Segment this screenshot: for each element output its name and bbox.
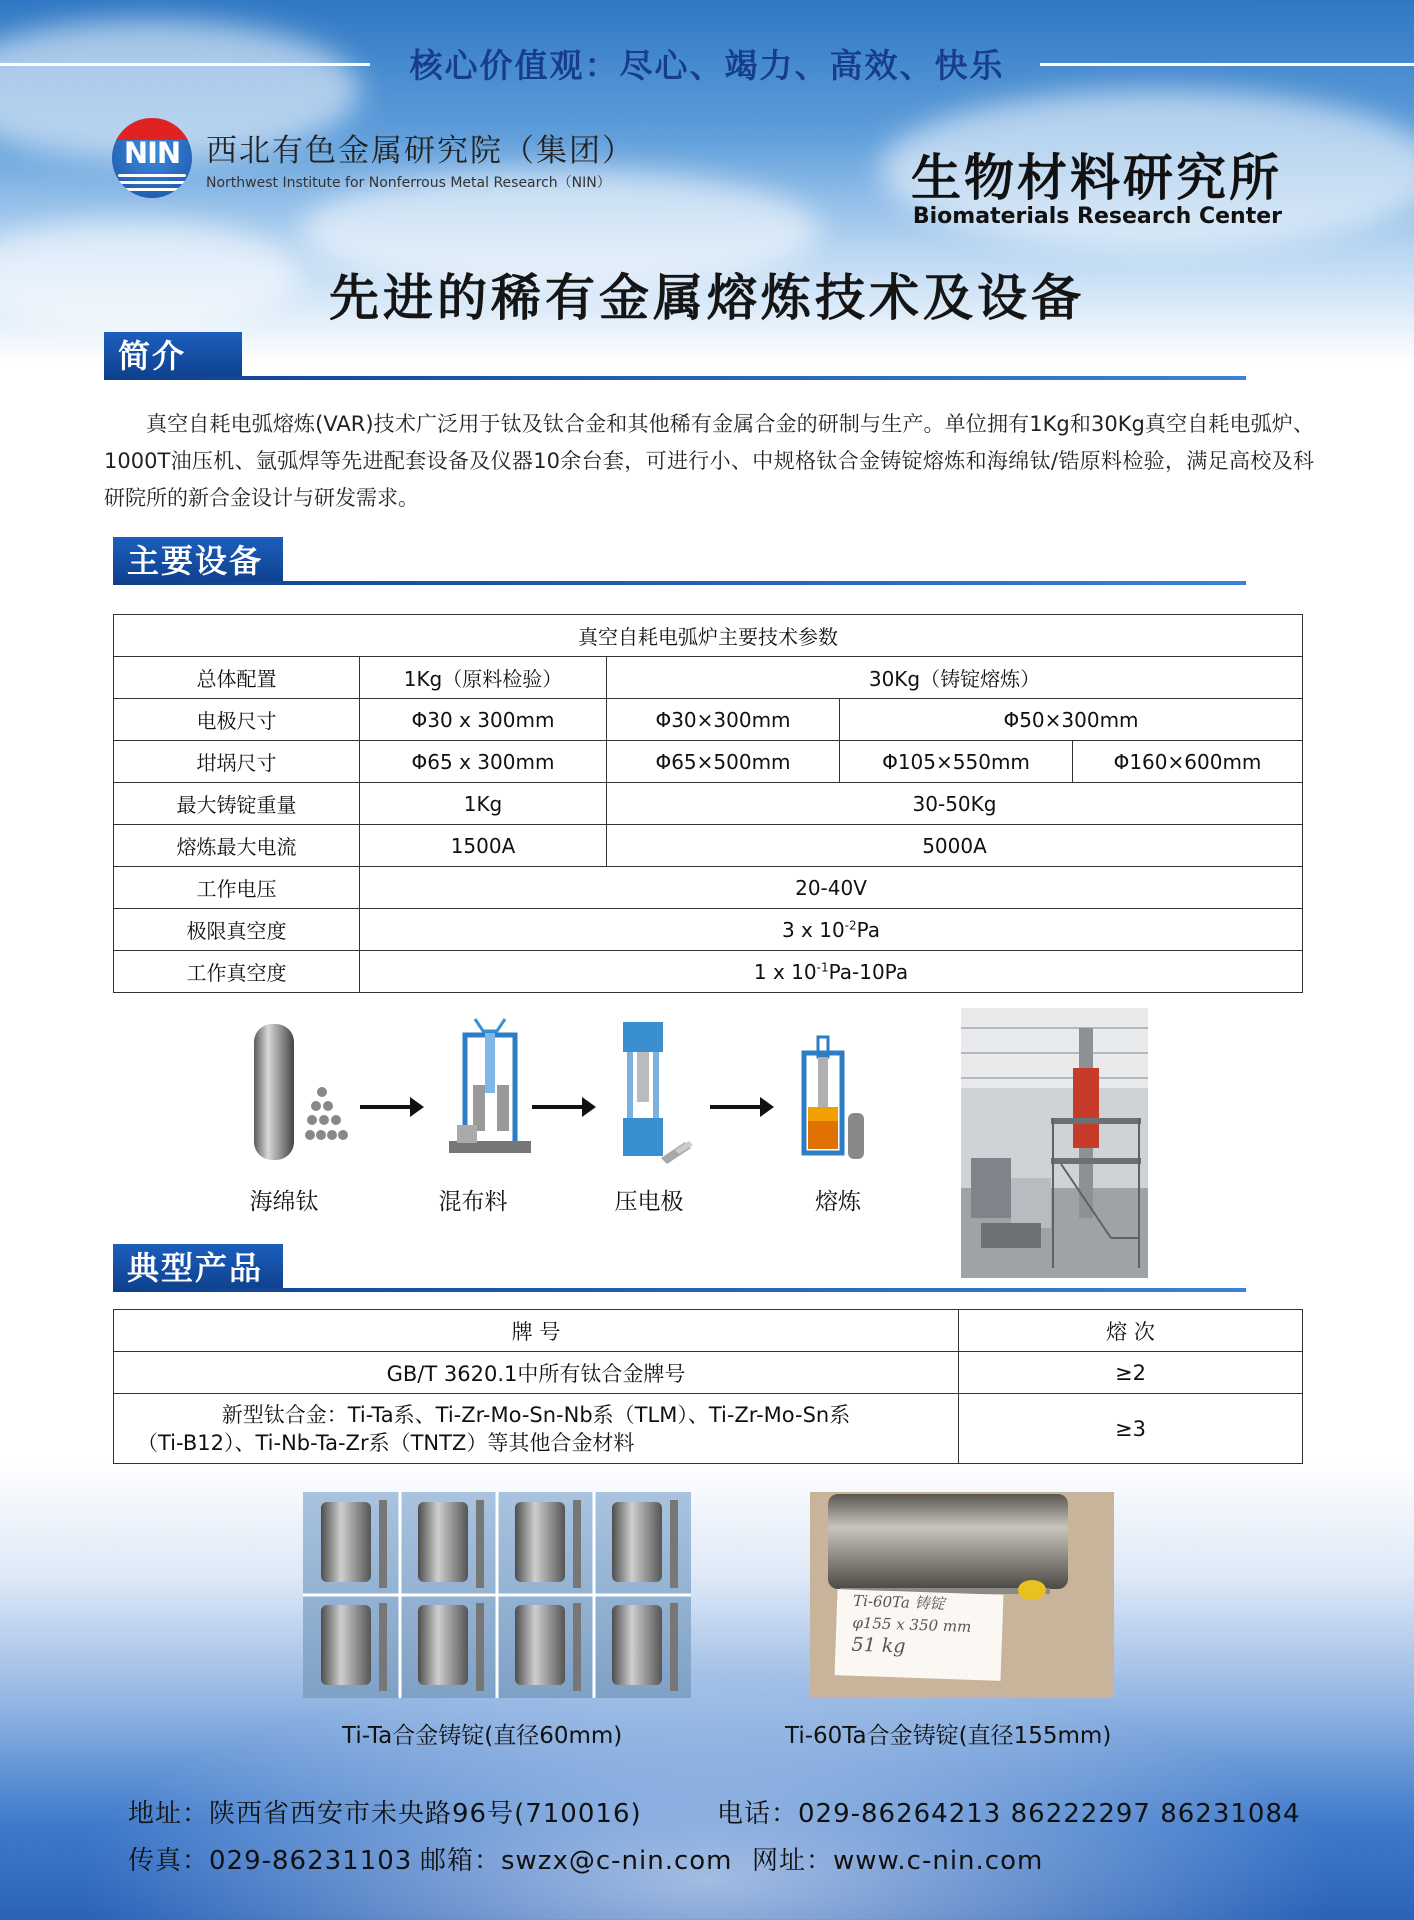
spec-table-title: 真空自耗电弧炉主要技术参数 [114, 615, 1303, 657]
ingot-label-card [835, 1589, 1004, 1681]
cell: Φ50×300mm [840, 699, 1303, 741]
footer-phone: 电话：029-86264213 86222297 86231084 [717, 1799, 1301, 1829]
products-table [113, 1309, 1303, 1464]
cell: 1Kg [360, 783, 607, 825]
cell: 5000A [607, 825, 1303, 867]
footer-fax: 传真：029-86231103 [128, 1846, 413, 1876]
row-label: 最大铸锭重量 [114, 783, 360, 825]
cell: 20-40V [360, 867, 1303, 909]
cell: Φ160×600mm [1073, 741, 1303, 783]
label-card-line: 51 kg [851, 1633, 906, 1658]
cell: Φ65 x 300mm [360, 741, 607, 783]
section-heading-intro: 简介 [104, 332, 242, 380]
ti-60ta-ingot-caption: Ti-60Ta合金铸锭(直径155mm) [785, 1723, 1112, 1749]
melting-illustration [800, 1033, 870, 1168]
mixing-illustration [445, 1015, 535, 1165]
grade-cell-multiline [114, 1394, 959, 1464]
melts-cell: ≥2 [959, 1352, 1303, 1394]
grade-cell: GB/T 3620.1中所有钛合金牌号 [114, 1352, 959, 1394]
label-card-line: φ155 x 350 mm [852, 1613, 972, 1636]
footer-address: 地址：陕西省西安市未央路96号(710016) [128, 1799, 642, 1829]
org-name-en: Northwest Institute for Nonferrous Metal Research（NIN） [206, 175, 611, 191]
step-label-mixing: 混布料 [438, 1189, 508, 1215]
value-base: 3 x 10 [781, 917, 845, 942]
cell: 30Kg（铸锭熔炼） [607, 657, 1303, 699]
logo-wave [118, 174, 186, 177]
nin-logo [112, 118, 192, 198]
spec-table [113, 614, 1303, 993]
cell: Φ30 x 300mm [360, 699, 607, 741]
logo-wave [118, 188, 186, 191]
sponge-titanium-illustration [250, 1020, 350, 1165]
cell: Φ105×550mm [840, 741, 1073, 783]
cell: Φ30×300mm [607, 699, 840, 741]
row-label: 工作电压 [114, 867, 360, 909]
grade-line: 新型钛合金：Ti-Ta系、Ti-Zr-Mo-Sn-Nb系（TLM）、Ti-Zr-Mo-Sn系 [221, 1402, 851, 1427]
main-title: 先进的稀有金属熔炼技术及设备 [329, 269, 1085, 327]
cell: 1500A [360, 825, 607, 867]
row-label: 极限真空度 [114, 909, 360, 951]
row-label: 电极尺寸 [114, 699, 360, 741]
section-underline [113, 1288, 1246, 1292]
furnace-photo [961, 1008, 1148, 1278]
column-header-grade: 牌 号 [114, 1310, 959, 1352]
cell: Φ65×500mm [607, 741, 840, 783]
value-base: 1 x 10 [753, 959, 817, 984]
ti-60ta-ingot-photo [810, 1492, 1114, 1698]
column-header-melts: 熔 次 [959, 1310, 1303, 1352]
step-label-sponge: 海绵钛 [249, 1189, 319, 1215]
org-name-cn: 西北有色金属研究院（集团） [206, 133, 635, 169]
dept-name-en: Biomaterials Research Center [912, 204, 1282, 229]
label-card-line: Ti-60Ta 铸锭 [852, 1591, 945, 1613]
grade-line: （Ti-B12）、Ti-Nb-Ta-Zr系（TNTZ）等其他合金材料 [137, 1430, 635, 1455]
cell-ultimate-vacuum [360, 909, 1303, 951]
logo-text: NIN [123, 136, 181, 170]
intro-paragraph [104, 406, 1314, 517]
value-unit: Pa-10Pa [828, 959, 909, 984]
process-arrow [710, 1105, 770, 1109]
logo-wave [118, 181, 186, 184]
value-exponent: -2 [844, 917, 857, 932]
core-values-motto: 核心价值观：尽心、竭力、高效、快乐 [409, 46, 1005, 85]
cell: 30-50Kg [607, 783, 1303, 825]
row-label: 坩埚尺寸 [114, 741, 360, 783]
ti-ta-ingots-photo [303, 1492, 691, 1698]
footer-email: 邮箱：swzx@c-nin.com [420, 1846, 733, 1876]
intro-text: 真空自耗电弧熔炼(VAR)技术广泛用于钛及钛合金和其他稀有金属合金的研制与生产。单位拥有1Kg和30Kg真空自耗电弧炉、1000T油压机、氩弧焊等先进配套设备及仪器10余台套，可进行小、中规格钛合金铸锭熔炼和海绵钛/锆原料检验，满足高校及科研院所的新合金设计与研发需求。 [104, 412, 1314, 510]
process-arrow [360, 1105, 420, 1109]
section-heading-products: 典型产品 [113, 1244, 283, 1292]
row-label: 总体配置 [114, 657, 360, 699]
value-exponent: -1 [816, 959, 829, 974]
dept-name-cn: 生物材料研究所 [911, 149, 1282, 207]
electrode-pressing-illustration [615, 1018, 695, 1168]
section-underline [104, 376, 1246, 380]
value-unit: Pa [856, 917, 881, 942]
footer-website: 网址：www.c-nin.com [752, 1846, 1044, 1876]
row-label: 熔炼最大电流 [114, 825, 360, 867]
row-label: 工作真空度 [114, 951, 360, 993]
step-label-melting: 熔炼 [815, 1189, 861, 1215]
melts-cell: ≥3 [959, 1394, 1303, 1464]
section-underline [113, 581, 1246, 585]
cell: 1Kg（原料检验） [360, 657, 607, 699]
ti-ta-ingots-caption: Ti-Ta合金铸锭(直径60mm) [342, 1723, 623, 1749]
step-label-pressing: 压电极 [614, 1189, 684, 1215]
section-heading-equipment: 主要设备 [113, 537, 283, 585]
cell-working-vacuum [360, 951, 1303, 993]
process-arrow [532, 1105, 592, 1109]
